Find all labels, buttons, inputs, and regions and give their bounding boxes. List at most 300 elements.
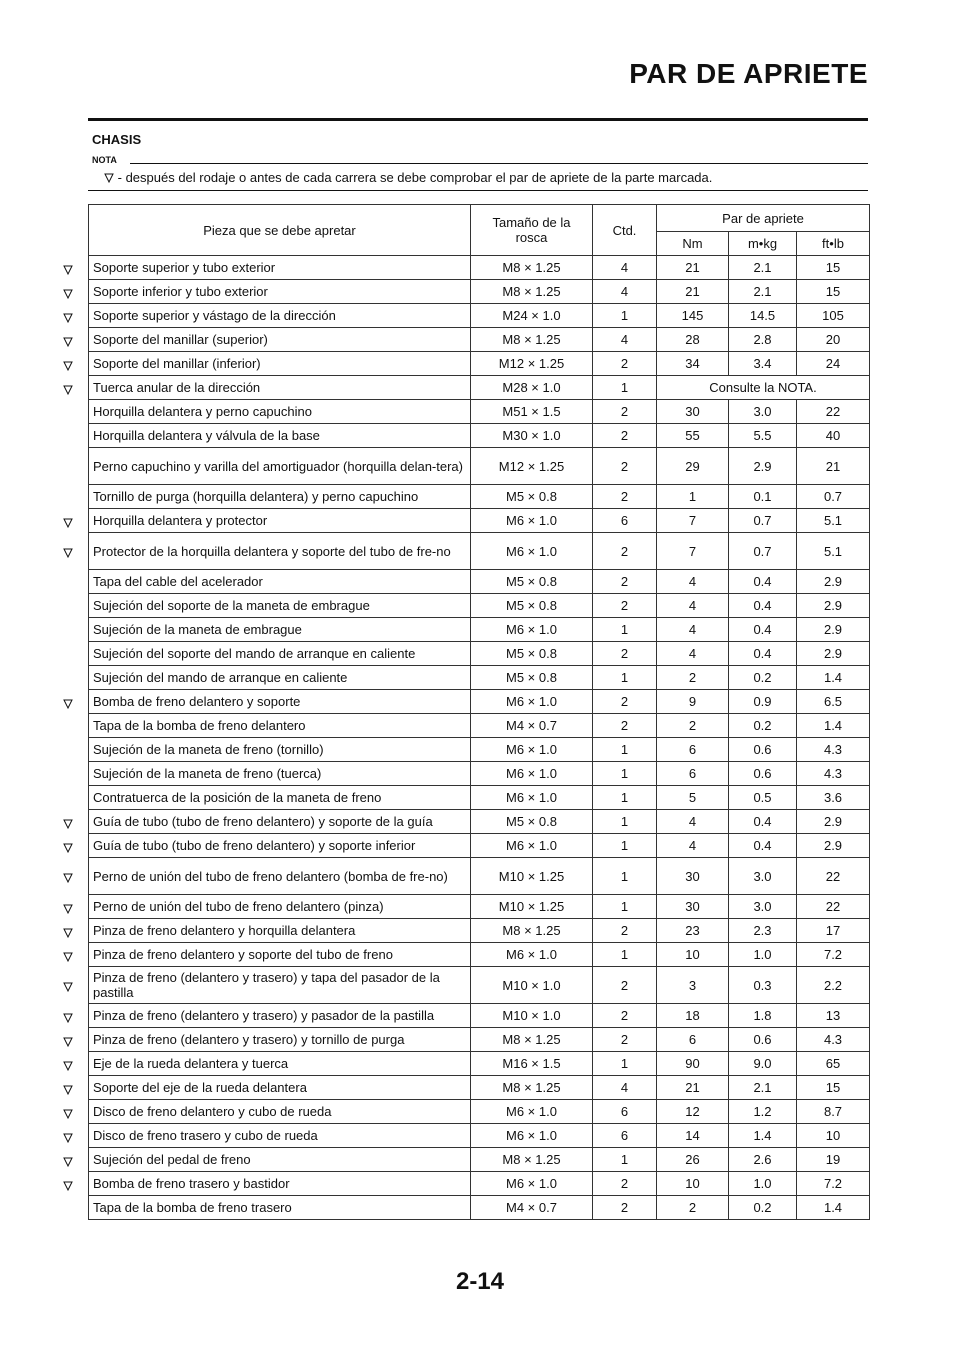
table-row: [89, 328, 870, 352]
part-cell: [89, 1172, 471, 1196]
part-cell: [89, 714, 471, 738]
table-row: [89, 400, 870, 424]
table-row: [89, 1172, 870, 1196]
qty-cell: 2: [593, 919, 657, 943]
table-row: [89, 738, 870, 762]
nm-cell: 6: [657, 762, 729, 786]
nm-cell: 4: [657, 594, 729, 618]
nm-cell: 90: [657, 1052, 729, 1076]
title-divider: [88, 118, 868, 121]
qty-cell: 2: [593, 424, 657, 448]
part-name: Pinza de freno delantero y soporte del tubo de freno: [93, 947, 393, 962]
thread-cell: M6 × 1.0: [471, 690, 593, 714]
nm-cell: 3: [657, 967, 729, 1004]
qty-cell: 1: [593, 1148, 657, 1172]
nm-cell: 21: [657, 256, 729, 280]
thread-cell: M6 × 1.0: [471, 509, 593, 533]
part-name: Pinza de freno (delantero y trasero) y tornillo de purga: [93, 1032, 405, 1047]
part-name: Pinza de freno (delantero y trasero) y tapa del pasador de la pastilla: [93, 970, 440, 1000]
part-name: Sujeción del soporte del mando de arranque en caliente: [93, 646, 416, 661]
part-name: Sujeción del pedal de freno: [93, 1152, 251, 1167]
qty-cell: 6: [593, 509, 657, 533]
nm-cell: 18: [657, 1004, 729, 1028]
ftlb-cell: 5.1: [797, 509, 870, 533]
mkg-cell: 0.3: [729, 967, 797, 1004]
part-name: Sujeción del soporte de la maneta de embrague: [93, 598, 370, 613]
part-name: Guía de tubo (tubo de freno delantero) y soporte de la guía: [93, 814, 433, 829]
nm-cell: 26: [657, 1148, 729, 1172]
part-name: Soporte del manillar (superior): [93, 332, 268, 347]
nm-cell: 7: [657, 533, 729, 570]
part-cell: [89, 570, 471, 594]
part-cell: [89, 618, 471, 642]
table-row: [89, 895, 870, 919]
triangle-mark-icon: [63, 1013, 73, 1023]
triangle-mark-icon: [63, 361, 73, 371]
qty-cell: 1: [593, 858, 657, 895]
mkg-cell: 1.0: [729, 943, 797, 967]
part-cell: [89, 1124, 471, 1148]
qty-cell: 1: [593, 810, 657, 834]
nm-cell: 1: [657, 485, 729, 509]
table-row: [89, 786, 870, 810]
part-name: Disco de freno delantero y cubo de rueda: [93, 1104, 332, 1119]
table-row: [89, 533, 870, 570]
part-cell: [89, 328, 471, 352]
part-cell: [89, 1028, 471, 1052]
part-name: Contratuerca de la posición de la maneta de freno: [93, 790, 382, 805]
thread-cell: M10 × 1.0: [471, 1004, 593, 1028]
ftlb-cell: 2.9: [797, 594, 870, 618]
mkg-cell: 3.4: [729, 352, 797, 376]
nota-divider-bottom: [88, 190, 868, 191]
part-name: Horquilla delantera y válvula de la base: [93, 428, 320, 443]
mkg-cell: 0.2: [729, 1196, 797, 1220]
ftlb-cell: 3.6: [797, 786, 870, 810]
thread-cell: M6 × 1.0: [471, 1124, 593, 1148]
qty-cell: 2: [593, 1172, 657, 1196]
part-name: Perno capuchino y varilla del amortiguador (horquilla delan-tera): [93, 458, 463, 474]
triangle-mark-icon: [63, 548, 73, 558]
part-cell: [89, 256, 471, 280]
nm-cell: 2: [657, 1196, 729, 1220]
table-row: [89, 810, 870, 834]
qty-cell: 2: [593, 400, 657, 424]
mkg-cell: 1.8: [729, 1004, 797, 1028]
part-cell: [89, 1148, 471, 1172]
part-cell: [89, 304, 471, 328]
nota-text: - después del rodaje o antes de cada carrera se debe comprobar el par de apriete de la parte marcada.: [117, 170, 713, 185]
part-name: Horquilla delantera y perno capuchino: [93, 404, 312, 419]
mkg-cell: 2.9: [729, 448, 797, 485]
part-cell: [89, 786, 471, 810]
table-row: [89, 594, 870, 618]
table-row: [89, 1052, 870, 1076]
table-body: [89, 256, 870, 1220]
thread-cell: M10 × 1.25: [471, 895, 593, 919]
mkg-cell: 0.4: [729, 618, 797, 642]
thread-cell: M28 × 1.0: [471, 376, 593, 400]
table-row: [89, 642, 870, 666]
header-part: Pieza que se debe apretar: [89, 205, 471, 256]
table-row: [89, 919, 870, 943]
qty-cell: 2: [593, 485, 657, 509]
nm-cell: 6: [657, 738, 729, 762]
nm-cell: 14: [657, 1124, 729, 1148]
torque-note-cell: Consulte la NOTA.: [657, 376, 870, 400]
torque-table: [88, 204, 870, 1220]
nm-cell: 34: [657, 352, 729, 376]
part-name: Pinza de freno (delantero y trasero) y pasador de la pastilla: [93, 1008, 435, 1023]
qty-cell: 1: [593, 1052, 657, 1076]
nota-text-line: [104, 170, 712, 185]
thread-cell: M24 × 1.0: [471, 304, 593, 328]
table-row: [89, 1028, 870, 1052]
triangle-mark-icon: [63, 699, 73, 709]
part-name: Eje de la rueda delantera y tuerca: [93, 1056, 289, 1071]
mkg-cell: 2.1: [729, 1076, 797, 1100]
part-name: Disco de freno trasero y cubo de rueda: [93, 1128, 318, 1143]
qty-cell: 2: [593, 642, 657, 666]
part-name: Horquilla delantera y protector: [93, 513, 268, 528]
header-qty: Ctd.: [593, 205, 657, 256]
part-cell: [89, 485, 471, 509]
part-cell: [89, 352, 471, 376]
qty-cell: 1: [593, 304, 657, 328]
section-heading: CHASIS: [92, 132, 142, 147]
mkg-cell: 3.0: [729, 895, 797, 919]
ftlb-cell: 6.5: [797, 690, 870, 714]
qty-cell: 6: [593, 1124, 657, 1148]
part-name: Protector de la horquilla delantera y soporte del tubo de fre-no: [93, 543, 451, 559]
ftlb-cell: 7.2: [797, 1172, 870, 1196]
table-row: [89, 858, 870, 895]
ftlb-cell: 4.3: [797, 762, 870, 786]
part-cell: [89, 509, 471, 533]
mkg-cell: 2.3: [729, 919, 797, 943]
qty-cell: 1: [593, 666, 657, 690]
mkg-cell: 1.2: [729, 1100, 797, 1124]
mkg-cell: 0.2: [729, 666, 797, 690]
triangle-mark-icon: [63, 819, 73, 829]
part-cell: [89, 448, 471, 485]
header-thread: Tamaño de la rosca: [471, 205, 593, 256]
part-name: Bomba de freno trasero y bastidor: [93, 1176, 290, 1191]
triangle-mark-icon: [63, 1085, 73, 1095]
nm-cell: 7: [657, 509, 729, 533]
mkg-cell: 1.4: [729, 1124, 797, 1148]
qty-cell: 4: [593, 256, 657, 280]
part-name: Pinza de freno delantero y horquilla delantera: [93, 923, 356, 938]
qty-cell: 2: [593, 594, 657, 618]
table-row: [89, 618, 870, 642]
part-cell: [89, 943, 471, 967]
ftlb-cell: 1.4: [797, 714, 870, 738]
nm-cell: 2: [657, 666, 729, 690]
part-cell: [89, 280, 471, 304]
ftlb-cell: 22: [797, 858, 870, 895]
part-name: Soporte del manillar (inferior): [93, 356, 261, 371]
ftlb-cell: 0.7: [797, 485, 870, 509]
ftlb-cell: 19: [797, 1148, 870, 1172]
thread-cell: M5 × 0.8: [471, 570, 593, 594]
qty-cell: 1: [593, 834, 657, 858]
nm-cell: 6: [657, 1028, 729, 1052]
mkg-cell: 0.4: [729, 594, 797, 618]
thread-cell: M6 × 1.0: [471, 738, 593, 762]
header-ftlb: ft•lb: [797, 232, 870, 256]
ftlb-cell: 1.4: [797, 666, 870, 690]
part-name: Tuerca anular de la dirección: [93, 380, 261, 395]
triangle-mark-icon: [63, 928, 73, 938]
mkg-cell: 2.1: [729, 280, 797, 304]
mkg-cell: 2.8: [729, 328, 797, 352]
triangle-mark-icon: [63, 1157, 73, 1167]
part-cell: [89, 1196, 471, 1220]
part-name: Tornillo de purga (horquilla delantera) y perno capuchino: [93, 489, 419, 504]
thread-cell: M12 × 1.25: [471, 352, 593, 376]
part-cell: [89, 400, 471, 424]
thread-cell: M16 × 1.5: [471, 1052, 593, 1076]
part-name: Sujeción del mando de arranque en caliente: [93, 670, 348, 685]
page-title: PAR DE APRIETE: [629, 58, 868, 89]
qty-cell: 1: [593, 895, 657, 919]
part-cell: [89, 1076, 471, 1100]
nm-cell: 4: [657, 642, 729, 666]
table-row: [89, 448, 870, 485]
table-row: [89, 1196, 870, 1220]
triangle-mark-icon: [63, 385, 73, 395]
qty-cell: 4: [593, 1076, 657, 1100]
part-cell: [89, 424, 471, 448]
triangle-mark-icon: [63, 313, 73, 323]
nm-cell: 4: [657, 618, 729, 642]
qty-cell: 2: [593, 1004, 657, 1028]
part-cell: [89, 919, 471, 943]
qty-cell: 2: [593, 352, 657, 376]
table-row: [89, 690, 870, 714]
nm-cell: 12: [657, 1100, 729, 1124]
thread-cell: M8 × 1.25: [471, 1148, 593, 1172]
part-cell: [89, 967, 471, 1004]
table-row: [89, 256, 870, 280]
mkg-cell: 0.4: [729, 570, 797, 594]
mkg-cell: 0.1: [729, 485, 797, 509]
part-cell: [89, 858, 471, 895]
part-name: Perno de unión del tubo de freno delantero (bomba de fre-no): [93, 868, 448, 884]
part-name: Bomba de freno delantero y soporte: [93, 694, 301, 709]
part-cell: [89, 762, 471, 786]
part-cell: [89, 895, 471, 919]
thread-cell: M4 × 0.7: [471, 714, 593, 738]
header-mkg: m•kg: [729, 232, 797, 256]
triangle-mark-icon: [104, 173, 114, 183]
thread-cell: M6 × 1.0: [471, 943, 593, 967]
qty-cell: 2: [593, 533, 657, 570]
thread-cell: M30 × 1.0: [471, 424, 593, 448]
part-name: Soporte superior y tubo exterior: [93, 260, 276, 275]
header-torque: Par de apriete: [657, 205, 870, 232]
table-row: [89, 1076, 870, 1100]
part-cell: [89, 666, 471, 690]
table-row: [89, 666, 870, 690]
nm-cell: 4: [657, 810, 729, 834]
ftlb-cell: 8.7: [797, 1100, 870, 1124]
ftlb-cell: 65: [797, 1052, 870, 1076]
triangle-mark-icon: [63, 843, 73, 853]
part-cell: [89, 594, 471, 618]
triangle-mark-icon: [63, 1181, 73, 1191]
thread-cell: M6 × 1.0: [471, 618, 593, 642]
triangle-mark-icon: [63, 337, 73, 347]
mkg-cell: 14.5: [729, 304, 797, 328]
nm-cell: 10: [657, 943, 729, 967]
qty-cell: 4: [593, 328, 657, 352]
part-cell: [89, 1004, 471, 1028]
triangle-mark-icon: [63, 1109, 73, 1119]
ftlb-cell: 13: [797, 1004, 870, 1028]
ftlb-cell: 2.9: [797, 618, 870, 642]
qty-cell: 1: [593, 376, 657, 400]
part-cell: [89, 834, 471, 858]
ftlb-cell: 2.9: [797, 570, 870, 594]
table-row: [89, 352, 870, 376]
mkg-cell: 0.5: [729, 786, 797, 810]
thread-cell: M8 × 1.25: [471, 256, 593, 280]
part-cell: [89, 690, 471, 714]
ftlb-cell: 5.1: [797, 533, 870, 570]
mkg-cell: 0.6: [729, 1028, 797, 1052]
thread-cell: M8 × 1.25: [471, 1028, 593, 1052]
ftlb-cell: 15: [797, 256, 870, 280]
ftlb-cell: 15: [797, 280, 870, 304]
table-row: [89, 1004, 870, 1028]
thread-cell: M5 × 0.8: [471, 666, 593, 690]
mkg-cell: 0.4: [729, 834, 797, 858]
mkg-cell: 5.5: [729, 424, 797, 448]
thread-cell: M5 × 0.8: [471, 485, 593, 509]
thread-cell: M5 × 0.8: [471, 642, 593, 666]
ftlb-cell: 17: [797, 919, 870, 943]
nota-divider-top: [130, 163, 868, 164]
nota-label: NOTA: [92, 155, 117, 165]
mkg-cell: 0.4: [729, 810, 797, 834]
mkg-cell: 3.0: [729, 400, 797, 424]
triangle-mark-icon: [63, 289, 73, 299]
part-cell: [89, 1100, 471, 1124]
table-row: [89, 280, 870, 304]
ftlb-cell: 105: [797, 304, 870, 328]
thread-cell: M8 × 1.25: [471, 280, 593, 304]
mkg-cell: 0.7: [729, 533, 797, 570]
mkg-cell: 3.0: [729, 858, 797, 895]
triangle-mark-icon: [63, 952, 73, 962]
ftlb-cell: 24: [797, 352, 870, 376]
table-row: [89, 304, 870, 328]
ftlb-cell: 1.4: [797, 1196, 870, 1220]
ftlb-cell: 2.2: [797, 967, 870, 1004]
thread-cell: M8 × 1.25: [471, 328, 593, 352]
ftlb-cell: 15: [797, 1076, 870, 1100]
thread-cell: M12 × 1.25: [471, 448, 593, 485]
table-row: [89, 967, 870, 1004]
nm-cell: 30: [657, 895, 729, 919]
qty-cell: 1: [593, 762, 657, 786]
qty-cell: 6: [593, 1100, 657, 1124]
triangle-mark-icon: [63, 904, 73, 914]
thread-cell: M8 × 1.25: [471, 919, 593, 943]
nm-cell: 2: [657, 714, 729, 738]
nm-cell: 21: [657, 1076, 729, 1100]
table-row: [89, 1100, 870, 1124]
triangle-mark-icon: [63, 982, 73, 992]
part-cell: [89, 376, 471, 400]
triangle-mark-icon: [63, 1133, 73, 1143]
nm-cell: 28: [657, 328, 729, 352]
nm-cell: 145: [657, 304, 729, 328]
mkg-cell: 0.7: [729, 509, 797, 533]
triangle-mark-icon: [63, 873, 73, 883]
thread-cell: M4 × 0.7: [471, 1196, 593, 1220]
ftlb-cell: 7.2: [797, 943, 870, 967]
nm-cell: 30: [657, 400, 729, 424]
mkg-cell: 0.4: [729, 642, 797, 666]
thread-cell: M10 × 1.0: [471, 967, 593, 1004]
ftlb-cell: 22: [797, 895, 870, 919]
part-name: Sujeción de la maneta de embrague: [93, 622, 302, 637]
ftlb-cell: 2.9: [797, 642, 870, 666]
table-row: [89, 570, 870, 594]
ftlb-cell: 40: [797, 424, 870, 448]
qty-cell: 4: [593, 280, 657, 304]
ftlb-cell: 2.9: [797, 810, 870, 834]
nm-cell: 9: [657, 690, 729, 714]
ftlb-cell: 4.3: [797, 738, 870, 762]
thread-cell: M51 × 1.5: [471, 400, 593, 424]
qty-cell: 2: [593, 570, 657, 594]
nm-cell: 10: [657, 1172, 729, 1196]
thread-cell: M6 × 1.0: [471, 1100, 593, 1124]
qty-cell: 2: [593, 1196, 657, 1220]
ftlb-cell: 20: [797, 328, 870, 352]
triangle-mark-icon: [63, 1037, 73, 1047]
nm-cell: 5: [657, 786, 729, 810]
ftlb-cell: 4.3: [797, 1028, 870, 1052]
part-cell: [89, 1052, 471, 1076]
part-name: Tapa de la bomba de freno delantero: [93, 718, 306, 733]
thread-cell: M6 × 1.0: [471, 533, 593, 570]
part-name: Sujeción de la maneta de freno (tuerca): [93, 766, 322, 781]
thread-cell: M8 × 1.25: [471, 1076, 593, 1100]
mkg-cell: 0.2: [729, 714, 797, 738]
nm-cell: 23: [657, 919, 729, 943]
mkg-cell: 9.0: [729, 1052, 797, 1076]
table-row: [89, 485, 870, 509]
ftlb-cell: 10: [797, 1124, 870, 1148]
part-name: Guía de tubo (tubo de freno delantero) y soporte inferior: [93, 838, 416, 853]
mkg-cell: 2.1: [729, 256, 797, 280]
triangle-mark-icon: [63, 265, 73, 275]
header-nm: Nm: [657, 232, 729, 256]
qty-cell: 2: [593, 714, 657, 738]
part-cell: [89, 810, 471, 834]
table-row: [89, 509, 870, 533]
table-row: [89, 714, 870, 738]
mkg-cell: 0.9: [729, 690, 797, 714]
thread-cell: M10 × 1.25: [471, 858, 593, 895]
table-row: [89, 376, 870, 400]
qty-cell: 2: [593, 967, 657, 1004]
